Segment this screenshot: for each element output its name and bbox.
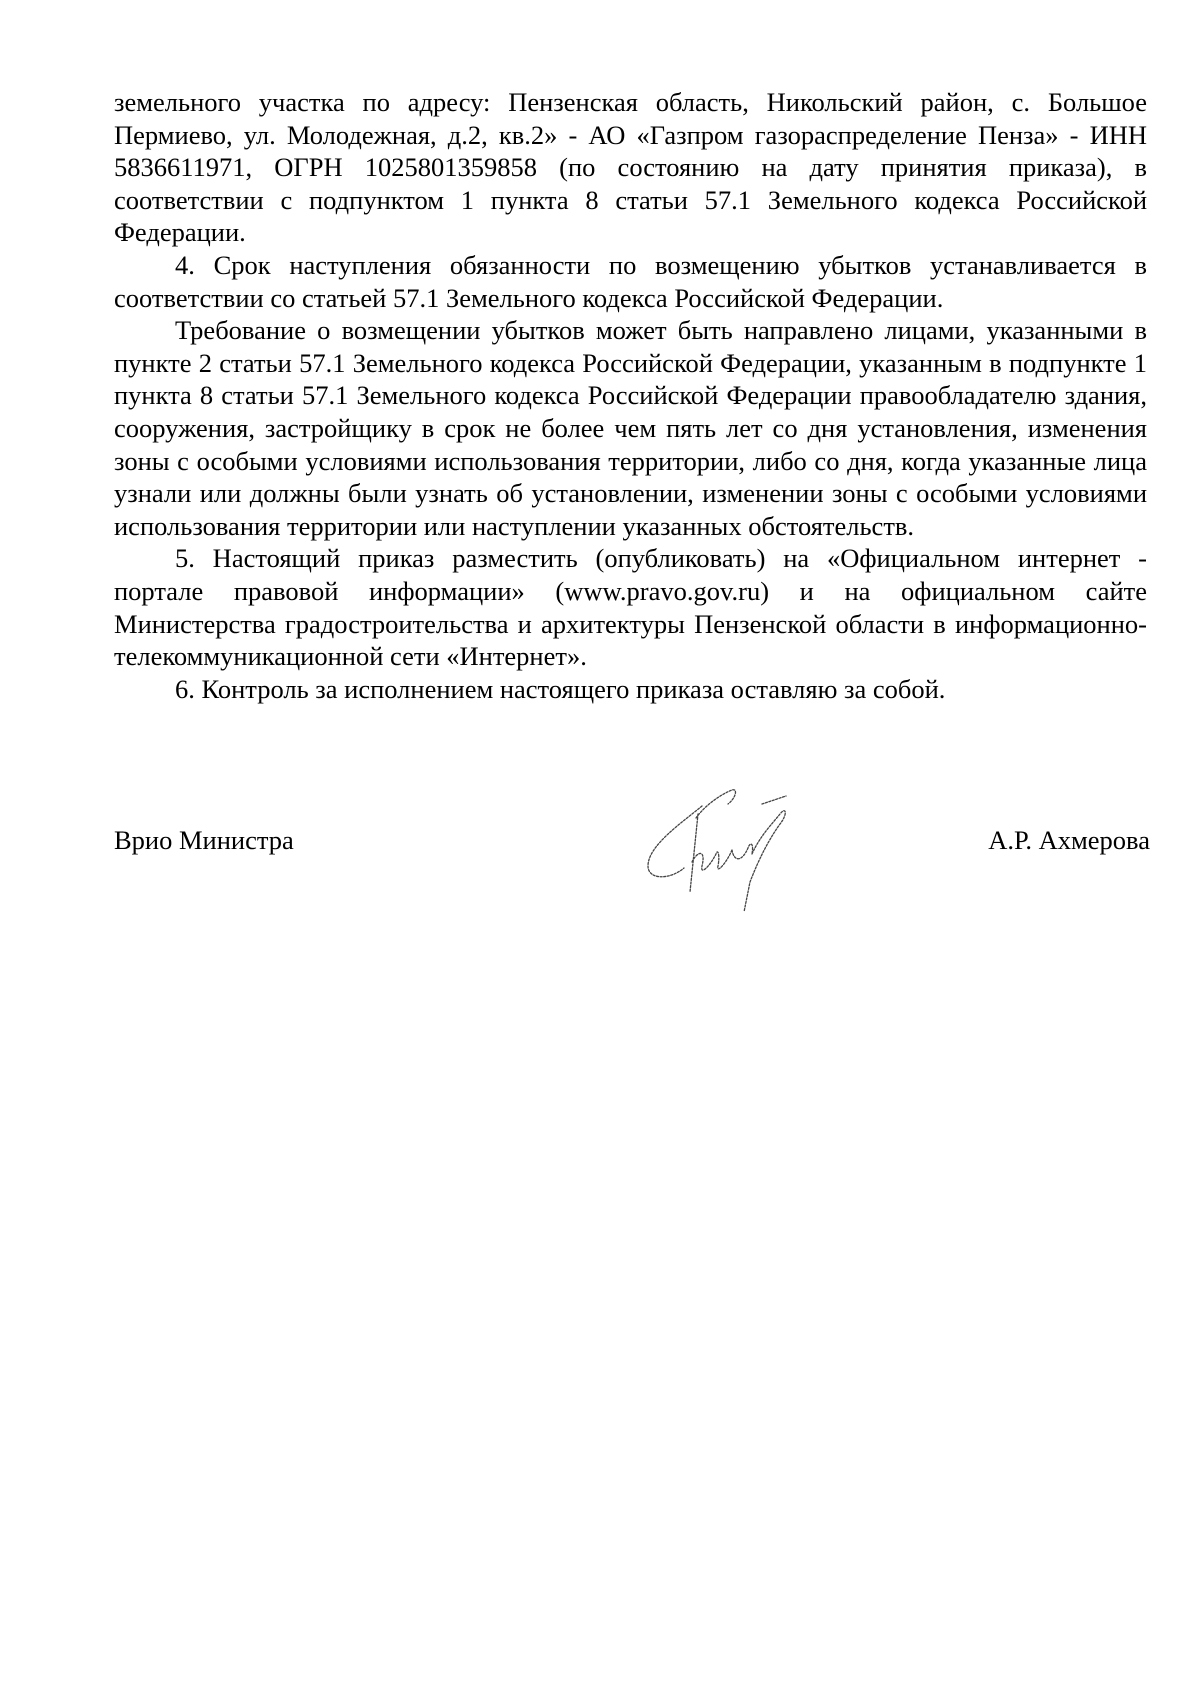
paragraph-item-4: 4. Срок наступления обязанности по возмещению убытков устанавливается в соответствии со статьей 57.1 Земельного кодекса Российской Федерации.	[114, 249, 1147, 313]
signer-name: А.Р. Ахмерова	[988, 825, 1150, 855]
paragraph-item-6: 6. Контроль за исполнением настоящего приказа оставляю за собой.	[175, 673, 946, 704]
paragraph-address-continuation: земельного участка по адресу: Пензенская область, Никольский район, с. Большое Пермиево, ул. Молодежная, д.2, кв.2» - АО «Газпром газораспределение Пенза» - ИНН 5836611971, ОГРН 1025801359858 (по состоянию на дату принятия приказа), в соответствии с подпунктом 1 пункта 8 статьи 57.1 Земельного кодекса Российской Федерации.	[114, 87, 1147, 248]
paragraph-item-5: 5. Настоящий приказ разместить (опубликовать) на «Официальном интернет - портале правовой информации» (www.pravo.gov.ru) и на официальном сайте Министерства градостроительства и архитектуры Пензенской области в информационно-телекоммуникационной сети «Интернет».	[114, 543, 1147, 672]
signature-block	[114, 824, 1150, 864]
document-body	[114, 86, 1147, 705]
paragraph-compensation-demand: Требование о возмещении убытков может быть направлено лицами, указанными в пункте 2 статьи 57.1 Земельного кодекса Российской Федерации, указанным в подпункте 1 пункта 8 статьи 57.1 Земельного кодекса Российской Федерации правообладателю здания, сооружения, застройщику в срок не более чем пять лет со дня установления, изменения зоны с особыми условиями использования территории, либо со дня, когда указанные лица узнали или должны были узнать об установлении, изменении зоны с особыми условиями использования территории или наступлении указанных обстоятельств.	[114, 315, 1147, 541]
signer-position: Врио Министра	[114, 825, 294, 855]
